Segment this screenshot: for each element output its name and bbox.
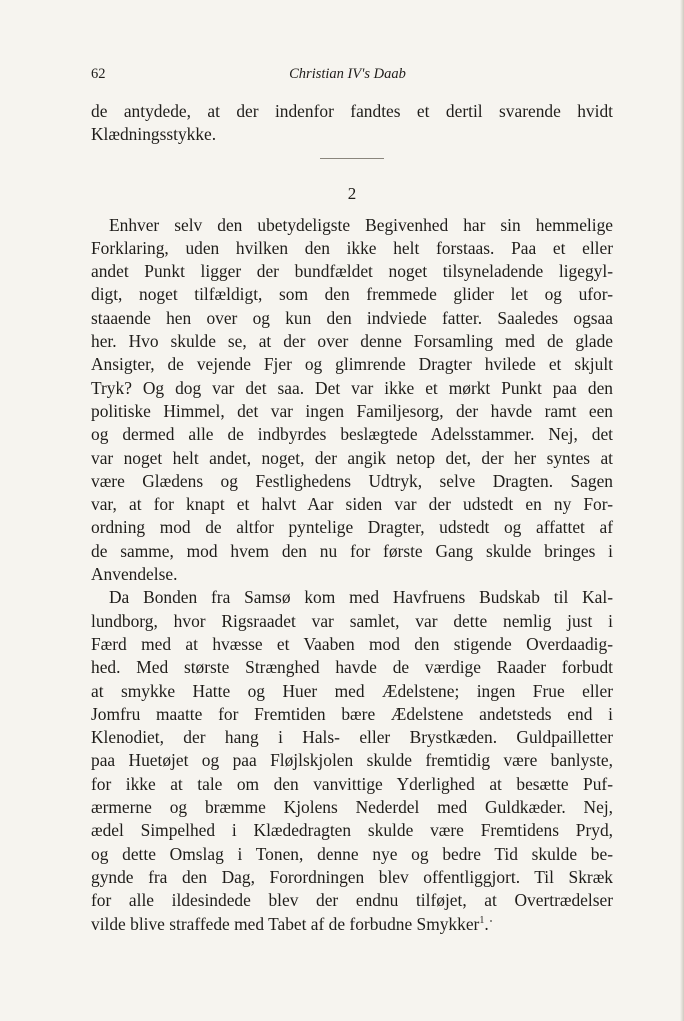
paragraph-2 xyxy=(91,586,613,935)
text-line: Klædningsstykke. xyxy=(91,124,217,145)
text-line: lundborg, hvor Rigsraadet var samlet, var dette nemlig just i xyxy=(91,610,613,631)
footnote-marker: 1 xyxy=(479,914,485,926)
text-line: digt, noget tilfældigt, som den fremmede glider let og ufor- xyxy=(91,284,613,305)
section-separator xyxy=(320,158,384,159)
text-line: de samme, mod hvem den nu for første Gang skulde bringes i xyxy=(91,540,613,561)
text-line: Anvendelse. xyxy=(91,564,178,585)
text-line: være Glædens og Festlighedens Udtryk, selve Dragten. Sagen xyxy=(91,470,613,491)
running-title: Christian IV's Daab xyxy=(289,66,406,82)
text-line: Færd med at hvæsse et Vaaben mod den stigende Overdaadig- xyxy=(91,633,613,654)
text-line: de antydede, at der indenfor fandtes et dertil svarende hvidt xyxy=(91,101,613,121)
text-line: Forklaring, uden hvilken den ikke helt forstaas. Paa et eller xyxy=(91,237,613,258)
text-line: at smykke Hatte og Huer med Ædelstene; ingen Frue eller xyxy=(91,680,613,701)
text-line: andet Punkt ligger der bundfældet noget tilsyneladende ligegyl- xyxy=(91,261,613,282)
text-line: for ikke at tale om den vanvittige Yderlighed at besætte Puf- xyxy=(91,773,613,794)
page-header xyxy=(91,66,604,88)
text-line: gynde fra den Dag, Forordningen blev offentliggjort. Til Skræk xyxy=(91,866,613,887)
text-line: ædel Simpelhed i Klædedragten skulde være Fremtidens Pryd, xyxy=(91,820,613,841)
section-gap xyxy=(91,205,613,214)
text-line: og dermed alle de indbyrdes beslægtede Adelsstammer. Nej, det xyxy=(91,424,613,445)
text-line: var, at for knapt et halvt Aar siden var der udstedt en ny For- xyxy=(91,494,613,515)
intro-paragraph xyxy=(91,100,613,147)
page-edge-shadow xyxy=(680,0,684,1021)
paragraph-1 xyxy=(91,214,613,587)
text-line: politiske Himmel, det var ingen Familjesorg, der havde ramt een xyxy=(91,400,613,421)
text-line: paa Huetøjet og paa Fløjlskjolen skulde fremtidig være banlyste, xyxy=(91,750,613,771)
text-line: staaende hen over og kun den indviede fatter. Saaledes ogsaa xyxy=(91,307,613,328)
body-text xyxy=(91,100,613,936)
text-line: ærmerne og bræmme Kjolens Nederdel med Guldkæder. Nej, xyxy=(91,797,613,818)
paper-speck xyxy=(490,920,492,922)
section-number: 2 xyxy=(347,183,357,203)
page-number: 62 xyxy=(91,66,106,82)
text-line: og dette Omslag i Tonen, denne nye og bedre Tid skulde be- xyxy=(91,843,613,864)
text-line: hed. Med største Strænghed havde de værdige Raader forbudt xyxy=(91,657,613,678)
text-line: Tryk? Og dog var det saa. Det var ikke et mørkt Punkt paa den xyxy=(91,377,613,398)
text-line: ordning mod de altfor pyntelige Dragter, udstedt og affattet af xyxy=(91,517,613,538)
text-line: Enhver selv den ubetydeligste Begivenhed har sin hemmelige xyxy=(109,214,613,235)
final-text-line xyxy=(91,913,613,936)
text-line: for alle ildesindede blev der endnu tilføjet, at Overtrædelser xyxy=(91,890,613,911)
final-punctuation: . xyxy=(484,913,489,934)
text-line: her. Hvo skulde se, at der over denne Forsamling med de glade xyxy=(91,331,613,352)
text-line: Jomfru maatte for Fremtiden bære Ædelstene andetsteds end i xyxy=(91,703,613,724)
text-line: Klenodiet, der hang i Hals- eller Brystkæden. Guldpailletter xyxy=(91,727,613,748)
final-line-text: vilde blive straffede med Tabet af de forbudne Smykker xyxy=(91,913,480,934)
text-line: Da Bonden fra Samsø kom med Havfruens Budskab til Kal- xyxy=(109,587,613,608)
text-line: Ansigter, de vejende Fjer og glimrende Dragter hvilede et skjult xyxy=(91,354,613,375)
text-line: var noget helt andet, noget, der angik netop det, der her syntes at xyxy=(91,447,613,468)
